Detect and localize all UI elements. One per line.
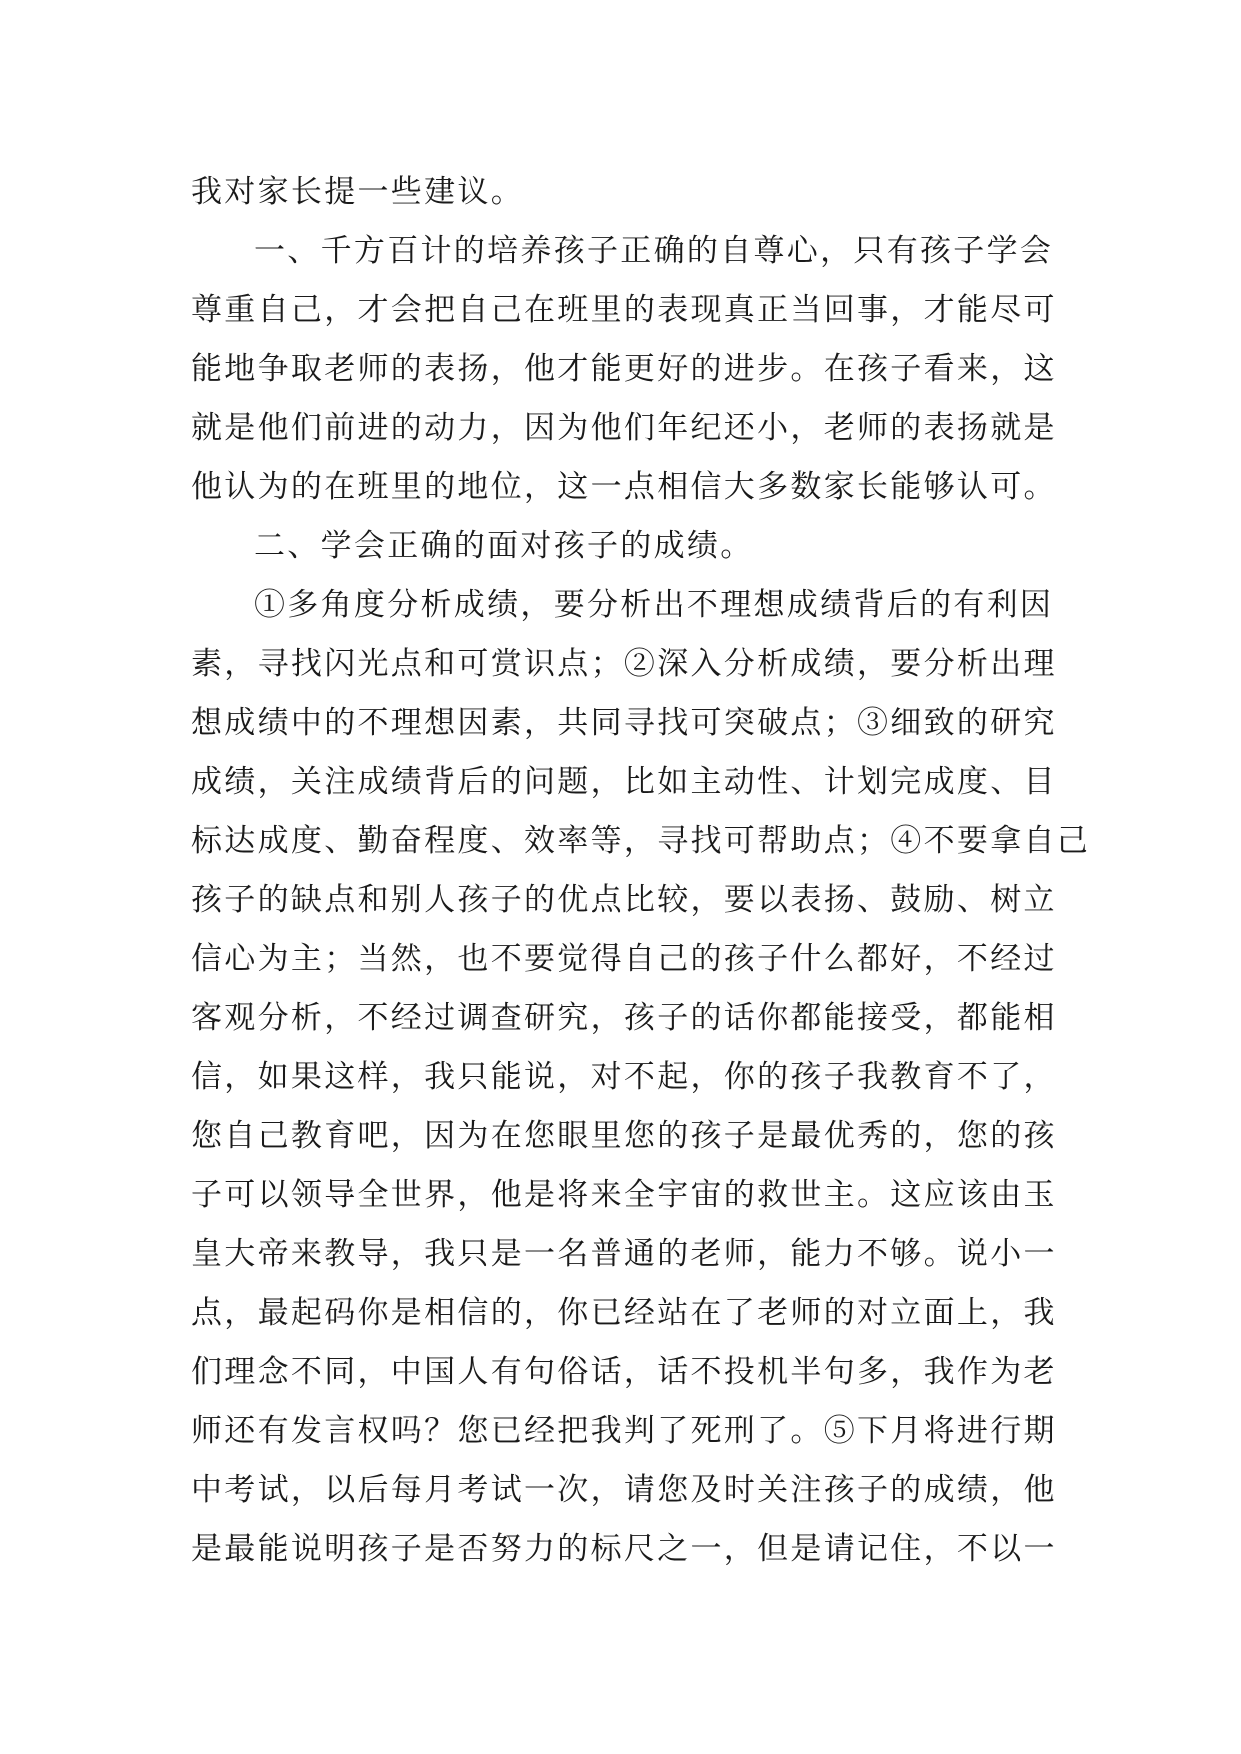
text-line: 想成绩中的不理想因素，共同寻找可突破点；③细致的研究 <box>191 705 1057 741</box>
text-line: 成绩，关注成绩背后的问题，比如主动性、计划完成度、目 <box>191 764 1057 800</box>
paragraph-heading-2: 二、学会正确的面对孩子的成绩。 <box>254 528 754 564</box>
text-line: 他认为的在班里的地位，这一点相信大多数家长能够认可。 <box>191 469 1057 505</box>
text-line: 信心为主；当然，也不要觉得自己的孩子什么都好，不经过 <box>191 941 1057 977</box>
text-line: 师还有发言权吗？您已经把我判了死刑了。⑤下月将进行期 <box>191 1413 1057 1449</box>
text-line: 尊重自己，才会把自己在班里的表现真正当回事，才能尽可 <box>191 292 1057 328</box>
text-line: 皇大帝来教导，我只是一名普通的老师，能力不够。说小一 <box>191 1236 1057 1272</box>
text-line: 是最能说明孩子是否努力的标尺之一，但是请记住，不以一 <box>191 1531 1057 1567</box>
document-body <box>191 163 1091 1579</box>
text-line: 您自己教育吧，因为在您眼里您的孩子是最优秀的，您的孩 <box>191 1118 1057 1154</box>
text-line: 信，如果这样，我只能说，对不起，你的孩子我教育不了， <box>191 1059 1057 1095</box>
text-line: 们理念不同，中国人有句俗话，话不投机半句多，我作为老 <box>191 1354 1057 1390</box>
text-line: 点，最起码你是相信的，你已经站在了老师的对立面上，我 <box>191 1295 1057 1331</box>
text-line: 我对家长提一些建议。 <box>191 174 524 210</box>
text-line: 标达成度、勤奋程度、效率等，寻找可帮助点；④不要拿自己 <box>191 823 1091 859</box>
paragraph-start: ①多角度分析成绩，要分析出不理想成绩背后的有利因 <box>254 587 1054 623</box>
text-line: 客观分析，不经过调查研究，孩子的话你都能接受，都能相 <box>191 1000 1057 1036</box>
text-line: 孩子的缺点和别人孩子的优点比较，要以表扬、鼓励、树立 <box>191 882 1057 918</box>
text-line: 能地争取老师的表扬，他才能更好的进步。在孩子看来，这 <box>191 351 1057 387</box>
text-line: 子可以领导全世界，他是将来全宇宙的救世主。这应该由玉 <box>191 1177 1057 1213</box>
paragraph-heading-1: 一、千方百计的培养孩子正确的自尊心，只有孩子学会 <box>254 233 1054 269</box>
text-line: 中考试，以后每月考试一次，请您及时关注孩子的成绩，他 <box>191 1472 1057 1508</box>
text-line: 就是他们前进的动力，因为他们年纪还小，老师的表扬就是 <box>191 410 1057 446</box>
text-line: 素，寻找闪光点和可赏识点；②深入分析成绩，要分析出理 <box>191 646 1057 682</box>
